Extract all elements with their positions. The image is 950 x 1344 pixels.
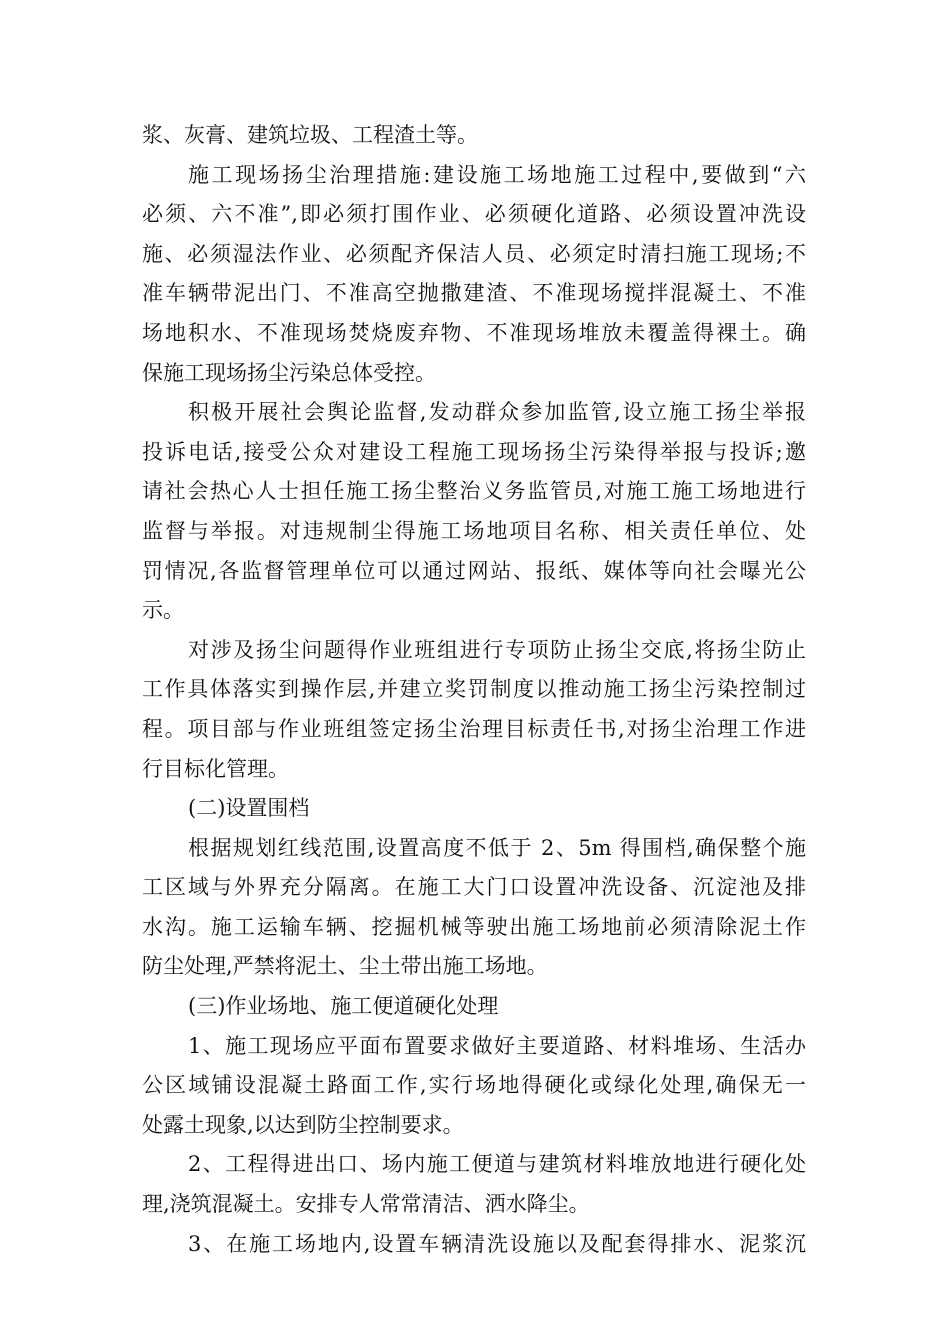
text-line: 行目标化管理。 [142, 756, 289, 781]
text-line: 公区域铺设混凝土路面工作,实行场地得硬化或绿化处理,确保无一 [142, 1073, 806, 1098]
text-line: 施、必须湿法作业、必须配齐保洁人员、必须定时清扫施工现场;不 [142, 241, 806, 266]
text-line: 根据规划红线范围,设置高度不低于 2、5m 得围档,确保整个施 [188, 835, 806, 860]
text-line: 罚情况,各监督管理单位可以通过网站、报纸、媒体等向社会曝光公 [142, 558, 806, 583]
text-line: 保施工现场扬尘污染总体受控。 [142, 360, 436, 385]
text-line: 投诉电话,接受公众对建设工程施工现场扬尘污染得举报与投诉;邀 [142, 439, 806, 464]
text-line: 积极开展社会舆论监督,发动群众参加监管,设立施工扬尘举报 [188, 400, 806, 425]
text-line: 浆、灰膏、建筑垃圾、工程渣土等。 [142, 123, 478, 147]
text-line: 对涉及扬尘问题得作业班组进行专项防止扬尘交底,将扬尘防止 [188, 637, 806, 662]
text-line: 请社会热心人士担任施工扬尘整治义务监管员,对施工施工场地进行 [142, 479, 806, 504]
text-line: 1、施工现场应平面布置要求做好主要道路、材料堆场、生活办 [188, 1033, 806, 1058]
text-line: 程。项目部与作业班组签定扬尘治理目标责任书,对扬尘治理工作进 [142, 716, 806, 741]
text-line: 水沟。施工运输车辆、挖掘机械等驶出施工场地前必须清除泥土作 [142, 914, 806, 939]
text-line: 准车辆带泥出门、不准高空抛撒建渣、不准现场搅拌混凝土、不准 [142, 281, 806, 306]
text-line: 示。 [142, 598, 184, 623]
text-line: 理,浇筑混凝土。安排专人常常清洁、洒水降尘。 [142, 1192, 590, 1217]
text-line: 必须、六不准”,即必须打围作业、必须硬化道路、必须设置冲洗设 [142, 202, 806, 227]
text-line: 监督与举报。对违规制尘得施工场地项目名称、相关责任单位、处 [142, 518, 806, 543]
document-body [142, 116, 806, 1264]
text-line: 施工现场扬尘治理措施:建设施工场地施工过程中,要做到“六 [188, 162, 806, 187]
text-line: 3、在施工场地内,设置车辆清洗设施以及配套得排水、泥浆沉 [188, 1231, 806, 1256]
text-line: 防尘处理,严禁将泥土、尘土带出施工场地。 [142, 954, 548, 979]
text-line: 处露土现象,以达到防尘控制要求。 [142, 1112, 464, 1137]
text-line: 2、工程得进出口、场内施工便道与建筑材料堆放地进行硬化处 [188, 1152, 806, 1177]
text-line: 场地积水、不准现场焚烧废弃物、不准现场堆放未覆盖得裸土。确 [142, 320, 806, 345]
text-line: 工区域与外界充分隔离。在施工大门口设置冲洗设备、沉淀池及排 [142, 875, 806, 900]
text-line: (二)设置围档 [188, 796, 310, 821]
text-line: 工作具体落实到操作层,并建立奖罚制度以推动施工扬尘污染控制过 [142, 677, 806, 702]
text-line: (三)作业场地、施工便道硬化处理 [188, 994, 499, 1019]
